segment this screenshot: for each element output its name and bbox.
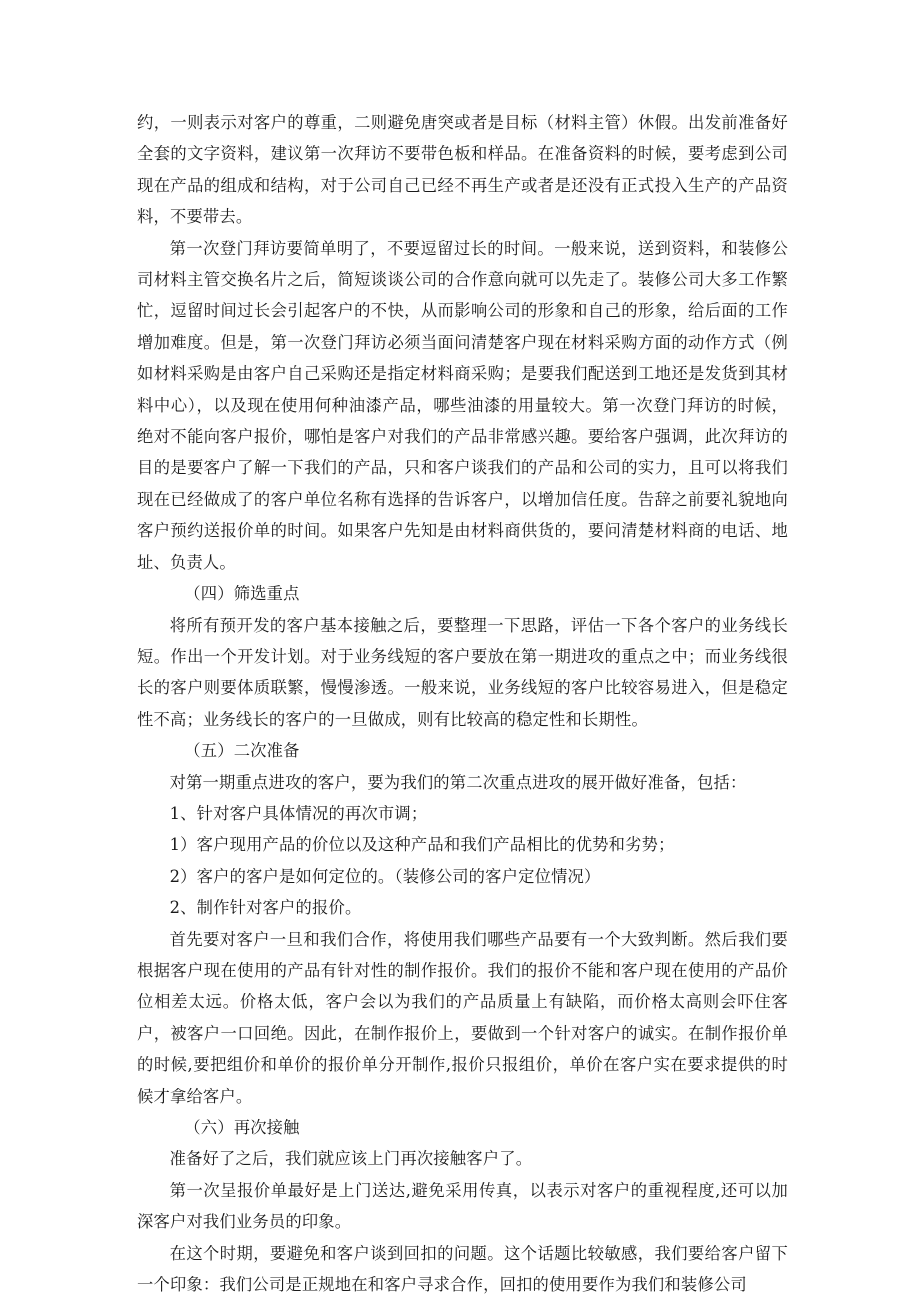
section-heading-6: （六）再次接触 [184,1118,300,1137]
list-item-price-comparison: 1）客户现用产品的价位以及这种产品和我们产品相比的优势和劣势； [169,835,675,855]
list-item-market-research: 1、针对客户具体情况的再次市调； [169,803,428,823]
paragraph-first-visit: 第一次登门拜访要简单明了，不要逗留过长的时间。一般来说，送到资料，和装修公司材料主管交换名片之后，简短谈谈公司的合作意向就可以先走了。装修公司大多工作繁忙，逗留时间过长会引起客户的不快，从而影响公司的形象和自己的形象，给后面的工作增加难度。但是，第一次登门拜访必须当面问清楚客户现在材料采购方面的动作方式（例如材料采购是由客户自己采购还是指定材料商采购；是要我们配送到工地还是发货到其材料中心），以及现在使用何种油漆产品，哪些油漆的用量较大。第一次登门拜访的时候，绝对不能向客户报价，哪怕是客户对我们的产品非常感兴趣。要给客户强调，此次拜访的目的是要客户了解一下我们的产品，只和客户谈我们的产品和公司的实力，且可以将我们现在已经做成了的客户单位名称有选择的告诉客户，以增加信任度。告辞之前要礼貌地向客户预约送报价单的时间。如果客户先知是由材料商供货的，要问清楚材料商的电话、地址、负责人。 [137,238,788,572]
paragraph-screening: 将所有预开发的客户基本接触之后，要整理一下思路，评估一下各个客户的业务线长短。作出一个开发计划。对于业务线短的客户要放在第一期进攻的重点之中；而业务线很长的客户则要体质联繁，慢慢渗透。一般来说，业务线短的客户比较容易进入，但是稳定性不高；业务线长的客户的一旦做成，则有比较高的稳定性和长期性。 [137,615,788,729]
paragraph-second-prep-intro: 对第一期重点进攻的客户，要为我们的第二次重点进攻的展开做好准备，包括： [169,772,747,792]
list-item-customer-positioning: 2）客户的客户是如何定位的。（装修公司的客户定位情况） [169,866,601,886]
paragraph-deliver-quote: 第一次呈报价单最好是上门送达,避免采用传真，以表示对客户的重视程度,还可以加深客户对我们业务员的印象。 [137,1180,788,1232]
paragraph-recontact: 准备好了之后，我们就应该上门再次接触客户了。 [169,1149,533,1169]
section-heading-4: （四）筛选重点 [184,584,300,604]
paragraph-kickback: 在这个时期，要避免和客户谈到回扣的问题。这个话题比较敏感，我们要给客户留下一个印象：我们公司是正规地在和客户寻求合作，回扣的使用要作为我们和装修公司 [137,1243,788,1295]
paragraph-quotation-detail: 首先要对客户一旦和我们合作，将使用我们哪些产品要有一个大致判断。然后我们要根据客户现在使用的产品有针对性的制作报价。我们的报价不能和客户现在使用的产品价位相差太远。价格太低，客户会以为我们的产品质量上有缺陷，而价格太高则会吓住客户，被客户一口回绝。因此，在制作报价上，要做到一个针对客户的诚实。在制作报价单的时候,要把组价和单价的报价单分开制作,报价只报组价，单价在客户实在要求提供的时候才拿给客户。 [137,929,788,1106]
paragraph-continuation: 约，一则表示对客户的尊重，二则避免唐突或者是目标（材料主管）休假。出发前准备好全套的文字资料，建议第一次拜访不要带色板和样品。在准备资料的时候，要考虑到公司现在产品的组成和结构，对于公司自己已经不再生产或者是还没有正式投入生产的产品资料，不要带去。 [137,113,788,227]
document-page [137,107,788,1300]
list-item-quotation: 2、制作针对客户的报价。 [169,898,362,918]
section-heading-5: （五）二次准备 [184,741,300,761]
